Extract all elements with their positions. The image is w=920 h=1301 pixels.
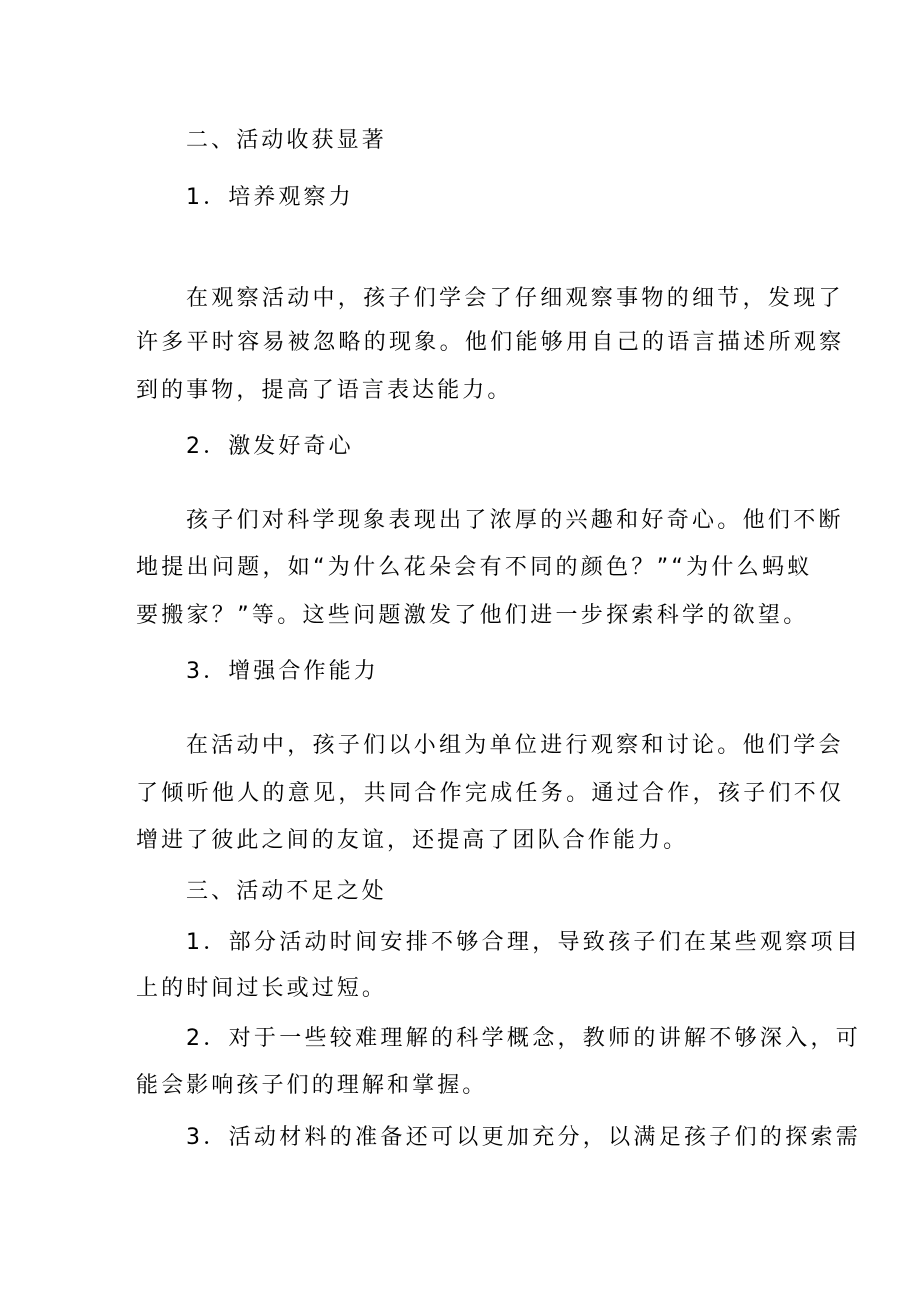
paragraph-line: 在活动中，孩子们以小组为单位进行观察和讨论。他们学会: [186, 733, 844, 758]
paragraph-line: 在观察活动中，孩子们学会了仔细观察事物的细节，发现了: [186, 286, 844, 311]
list-item-line: 3．活动材料的准备还可以更加充分，以满足孩子们的探索需: [186, 1125, 862, 1150]
section-heading: 三、活动不足之处: [186, 879, 387, 904]
paragraph-line: 孩子们对科学现象表现出了浓厚的兴趣和好奇心。他们不断: [186, 508, 844, 533]
list-item-line: 1．部分活动时间安排不够合理，导致孩子们在某些观察项目: [186, 930, 862, 955]
subsection-title: 1．培养观察力: [186, 185, 354, 210]
list-item-line: 能会影响孩子们的理解和掌握。: [136, 1073, 488, 1098]
paragraph-line: 增进了彼此之间的友谊，还提高了团队合作能力。: [136, 828, 689, 853]
list-item-line: 上的时间过长或过短。: [136, 976, 388, 1001]
paragraph-line: 地提出问题，如“为什么花朵会有不同的颜色？”“为什么蚂蚁: [136, 555, 813, 580]
paragraph-line: 许多平时容易被忽略的现象。他们能够用自己的语言描述所观察: [136, 330, 845, 355]
paragraph-line: 到的事物，提高了语言表达能力。: [136, 378, 513, 403]
subsection-title: 2．激发好奇心: [186, 434, 354, 459]
subsection-title: 3．增强合作能力: [186, 659, 379, 684]
paragraph-line: 要搬家？”等。这些问题激发了他们进一步探索科学的欲望。: [136, 603, 809, 628]
paragraph-line: 了倾听他人的意见，共同合作完成任务。通过合作，孩子们不仅: [136, 781, 845, 806]
list-item-line: 2．对于一些较难理解的科学概念，教师的讲解不够深入，可: [186, 1026, 862, 1051]
section-heading: 二、活动收获显著: [186, 128, 387, 153]
